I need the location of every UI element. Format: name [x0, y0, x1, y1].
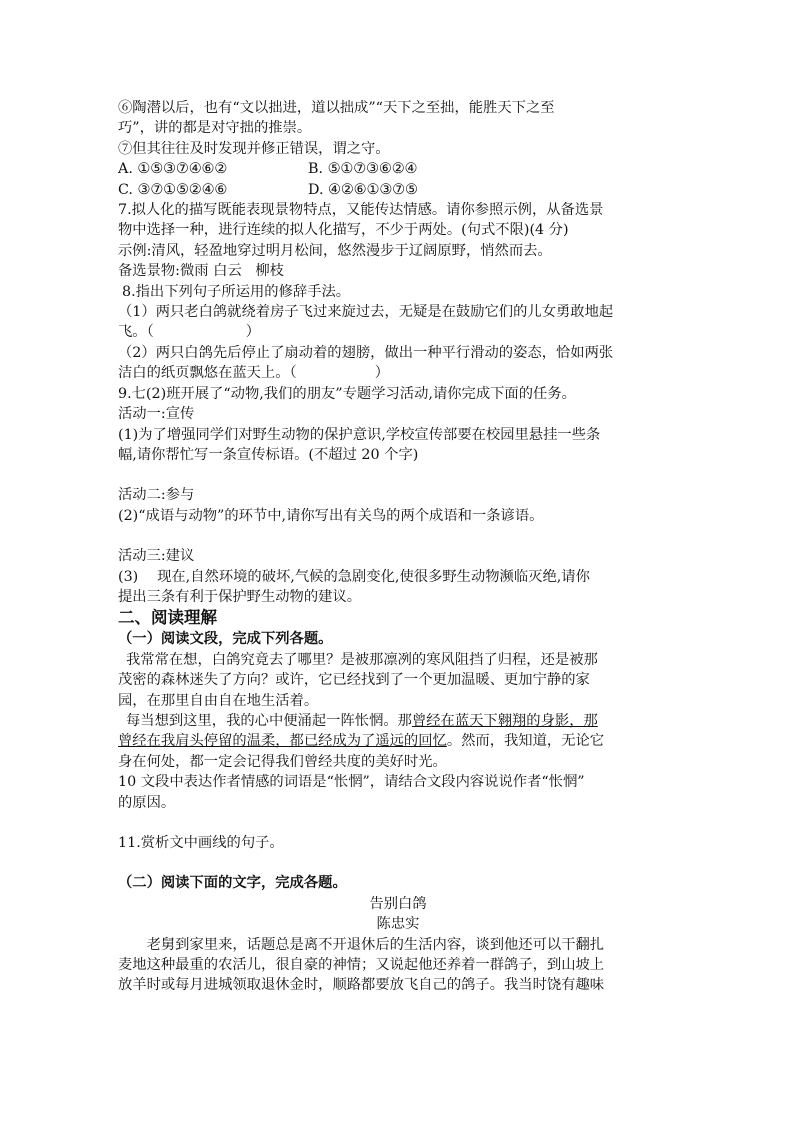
answer-space[interactable]: [118, 813, 678, 833]
candidate-item: 白云: [213, 263, 242, 280]
answer-space[interactable]: [118, 526, 678, 546]
choice-label: B.: [308, 161, 324, 178]
q9-activity1-line2: 幅,请你帮忙写一条宣传标语。(不超过 20 个字): [118, 446, 419, 463]
q8-item1-line1: （1）两只老白鸽就绕着房子飞过来旋过去，无疑是在鼓励它们的儿女勇敢地起: [118, 304, 614, 321]
choice-text: ④②⑥①③⑦⑤: [328, 181, 418, 198]
choice-label: D.: [308, 181, 324, 198]
q8-title: 8.指出下列句子所运用的修辞手法。: [122, 283, 351, 300]
choice-label: A.: [118, 161, 133, 178]
q8-item1-line2: [118, 322, 678, 342]
q9-activity1-line1: (1)为了增强同学们对野生动物的保护意识,学校宣传部要在校园里悬挂一些条: [118, 426, 601, 443]
passage-para2-line2: [118, 731, 678, 751]
passage-para1-line2: 茂密的森林迷失了方向？或许，它已经找到了一个更加温暖、更加宁静的家: [118, 672, 590, 689]
document-page: [118, 98, 678, 996]
reading2-heading: （二）阅读下面的文字，完成各题。: [118, 875, 347, 892]
q9-activity3-line1: (3) 现在,自然环境的破坏,气候的急剧变化,使很多野生动物濒临灭绝,请你: [118, 568, 590, 585]
choice-text: ①⑤③⑦④⑥②: [137, 161, 228, 178]
passage-para2-line1: [118, 711, 678, 731]
article-line1: 老舅到家里来，话题总是离不开退休后的生活内容，谈到他还可以干翻扎: [146, 936, 605, 953]
item-text: ）: [245, 324, 261, 341]
q9-activity3-label: 活动三:建议: [118, 548, 195, 565]
item-text: 洁白的纸页飘悠在蓝天上。（: [118, 365, 297, 382]
q8-item2-line1: （2）两只白鸽先后停止了扇动着的翅膀，做出一种平行滑动的姿态，恰如两张: [118, 344, 614, 361]
item-text: ）: [374, 365, 390, 382]
q6-option-6-line2: 巧”，讲的都是对守拙的推崇。: [118, 120, 312, 137]
answer-space[interactable]: [118, 465, 678, 485]
underlined-sentence: 曾经在我肩头停留的温柔，都已经成为了遥远的回忆: [118, 733, 447, 750]
passage-para1-line1: 我常常在想，白鸽究竟去了哪里？是被那凛冽的寒风阻挡了归程，还是被那: [126, 651, 598, 668]
q7-example: 示例:清风，轻盈地穿过明月松间，悠然漫步于辽阔原野，悄然而去。: [118, 242, 552, 259]
q9-activity2-line1: (2)“成语与动物”的环节中,请你写出有关鸟的两个成语和一条谚语。: [118, 507, 544, 524]
q7-prompt-line1: 7.拟人化的描写既能表现景物特点，又能传达情感。请你参照示例，从备选景: [118, 202, 604, 219]
choice-text: ③⑦①⑤②④⑥: [137, 181, 228, 198]
q6-choice-b: [308, 159, 498, 179]
q10-line2: 的原因。: [118, 794, 176, 811]
q6-choices-row2: [118, 180, 678, 200]
article-author: 陈忠实: [376, 916, 420, 933]
q9-title: 9.七(2)班开展了“动物,我们的朋友”专题学习活动,请你完成下面的任务。: [118, 385, 576, 402]
q6-choices-row1: [118, 159, 678, 179]
q9-activity2-label: 活动二:参与: [118, 487, 195, 504]
q6-option-6-line1: ⑥陶潜以后，也有“文以拙进，道以拙成”“天下之至拙，能胜天下之至: [118, 100, 555, 116]
article-line2: 麦地这种最重的农活儿，很自豪的神情；又说起他还养着一群鸽子，到山坡上: [118, 957, 605, 974]
q6-option-7: ⑦但其往往及时发现并修正错误，谓之守。: [118, 140, 390, 157]
passage-text: 每当想到这里，我的心中便涌起一阵怅惘。那: [126, 712, 412, 729]
choice-label: C.: [118, 181, 133, 198]
reading1-heading: （一）阅读文段，完成下列各题。: [118, 631, 333, 648]
q9-activity1-label: 活动一:宣传: [118, 406, 195, 423]
q7-candidates: [118, 261, 678, 281]
q10-line1: 10 文段中表达作者情感的词语是“怅惘”，请结合文段内容说说作者“怅惘”: [118, 774, 585, 791]
passage-para1-line3: 园，在那里自由自在地生活着。: [118, 692, 319, 709]
passage-text: 。然而，我知道，无论它: [446, 733, 605, 750]
q6-choice-c: [118, 180, 308, 200]
q6-choice-d: [308, 180, 498, 200]
q8-item2-line2: [118, 363, 678, 383]
q7-prompt-line2: 物中选择一种，进行连续的拟人化描写，不少于两处。(句式不限)(4 分): [118, 222, 569, 239]
q11: 11.赏析文中画线的句子。: [118, 835, 284, 851]
item-text: 飞。（: [118, 324, 154, 341]
candidates-label: 备选景物:: [118, 263, 181, 280]
q9-activity3-line2: 提出三条有利于保护野生动物的建议。: [118, 588, 362, 605]
section2-heading: 二、阅读理解: [118, 608, 217, 628]
article-line3: 放羊时或每月进城领取退休金时，顺路都要放飞自己的鸽子。我当时饶有趣味: [118, 977, 605, 994]
choice-text: ⑤①⑦③⑥②④: [327, 161, 418, 178]
q6-choice-a: [118, 159, 308, 179]
answer-space[interactable]: [118, 853, 678, 873]
article-title: 告别白鸽: [369, 895, 427, 912]
passage-para2-line3: 身在何处，都一定会记得我们曾经共度的美好时光。: [118, 753, 447, 770]
candidate-item: 柳枝: [255, 263, 284, 280]
underlined-sentence: 曾经在蓝天下翱翔的身影，那: [411, 712, 598, 729]
candidate-item: 微雨: [180, 263, 209, 280]
